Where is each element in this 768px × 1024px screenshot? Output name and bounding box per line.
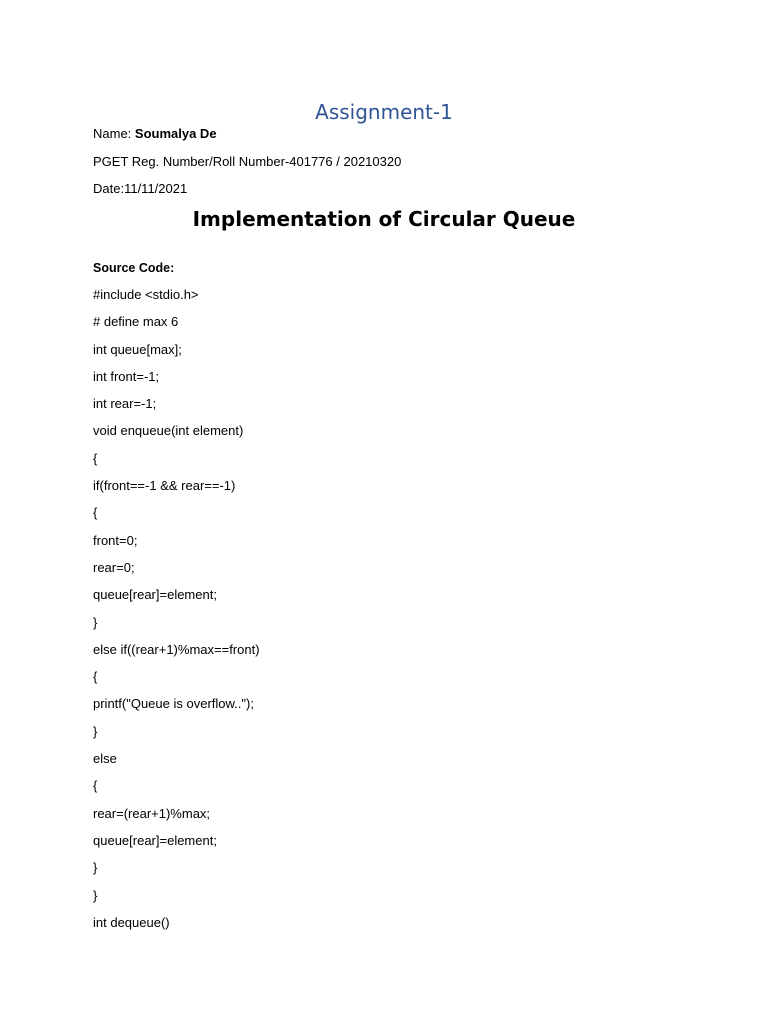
name-label: Name:: [93, 126, 135, 141]
code-line: {: [93, 450, 98, 466]
code-line: {: [93, 505, 98, 521]
code-line: }: [93, 860, 98, 876]
code-line: int front=-1;: [93, 368, 160, 384]
code-line: {: [93, 669, 98, 685]
code-line: if(front==-1 && rear==-1): [93, 478, 236, 494]
code-line: rear=(rear+1)%max;: [93, 805, 211, 821]
source-code-block: [93, 287, 260, 942]
code-line: int dequeue(): [93, 914, 170, 930]
code-line: else if((rear+1)%max==front): [93, 641, 260, 657]
code-line: int rear=-1;: [93, 396, 157, 412]
assignment-title: Assignment-1: [315, 100, 453, 124]
code-line: }: [93, 614, 98, 630]
code-line: {: [93, 778, 98, 794]
student-name-line: [93, 126, 217, 142]
code-line: }: [93, 887, 98, 903]
code-line: #include <stdio.h>: [93, 287, 199, 302]
registration-number-line: PGET Reg. Number/Roll Number-401776 / 20210320: [93, 154, 402, 169]
code-line: void enqueue(int element): [93, 423, 244, 439]
code-line: }: [93, 723, 98, 739]
code-line: printf("Queue is overflow..");: [93, 696, 254, 712]
student-name: Soumalya De: [134, 126, 217, 141]
date-line: Date:11/11/2021: [93, 181, 188, 196]
code-line: front=0;: [93, 532, 138, 548]
code-line: queue[rear]=element;: [93, 832, 217, 848]
source-code-label: Source Code:: [93, 261, 175, 275]
code-line: # define max 6: [93, 314, 179, 330]
code-line: rear=0;: [93, 559, 135, 575]
code-line: else: [93, 751, 117, 767]
code-line: queue[rear]=element;: [93, 587, 217, 603]
code-line: int queue[max];: [93, 341, 182, 357]
page-heading: Implementation of Circular Queue: [192, 207, 576, 231]
